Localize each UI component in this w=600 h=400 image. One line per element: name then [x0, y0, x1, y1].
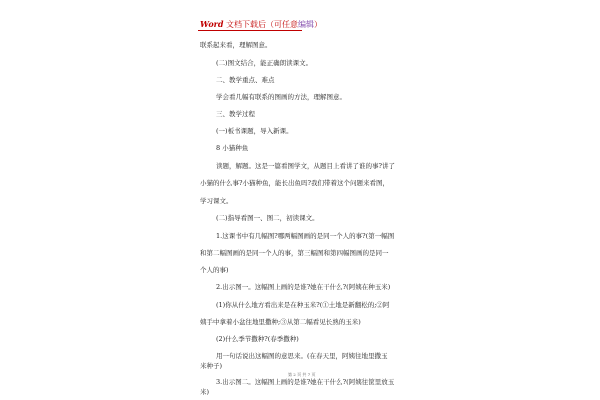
body-line: 小猫的什么事?小猫种鱼，能长出鱼吗?我们带着这个问题来看图， — [200, 179, 389, 187]
body-line: 学会看几幅有联系的图画的方法，理解图意。 — [216, 93, 346, 101]
body-line: 用一句话说出这幅图的意思来。(在春天里，阿姨往地里撒玉 — [216, 352, 388, 360]
body-line: 和第二幅图画的是同一个人的事，第三幅图和第四幅图画的是同一 — [200, 249, 389, 257]
body-line: (二)指导看图一、图二，初读课文。 — [216, 214, 319, 222]
body-line: 学习课文。 — [200, 197, 233, 205]
page-footer: 第 2 页 共 7 页 — [288, 372, 316, 377]
body-line: 米) — [200, 388, 210, 396]
body-line: (2)什么季节撒种?(春季撒种) — [216, 335, 299, 343]
body-line: (一)板书课题，导入新课。 — [216, 127, 293, 135]
body-line: 3.出示图二。这幅图上画的是谁?她在干什么?(阿姨往筐里放玉 — [216, 378, 395, 386]
body-line: 联系起来看，理解图意。 — [200, 41, 272, 49]
header-edit: 编辑 — [298, 20, 315, 29]
body-line: 米种子) — [200, 362, 223, 370]
body-line: 1.这课书中有几幅图?哪两幅图画的是同一个人的事?(第一幅图 — [216, 232, 395, 240]
body-line: 读题，解题。这是一篇看图学文，从题目上看讲了谁的事?讲了 — [216, 162, 395, 170]
body-line: 2.出示图一。这幅图上画的是谁?她在干什么?(阿姨在种玉米) — [216, 283, 391, 291]
body-line: (二)图文结合，能正确朗读课文。 — [216, 59, 313, 67]
header-close: ） — [314, 20, 323, 29]
header-word: Word — [200, 19, 224, 29]
body-line: (1)你从什么地方看出来是在种玉米?(①土地是新翻松的;②阿 — [216, 301, 390, 309]
body-line: 个人的事) — [200, 266, 229, 274]
body-line: 8 小猫种鱼 — [216, 144, 249, 152]
body-line: 二、教学重点、难点 — [216, 76, 275, 84]
body-line: 姨手中拿着小盆往地里撒种;③从第二幅看见长熟的玉米) — [200, 318, 361, 326]
header-middle: 文档下载后（可任意 — [223, 20, 299, 29]
body-line: 三、教学过程 — [216, 110, 255, 118]
header-underline — [198, 30, 302, 31]
